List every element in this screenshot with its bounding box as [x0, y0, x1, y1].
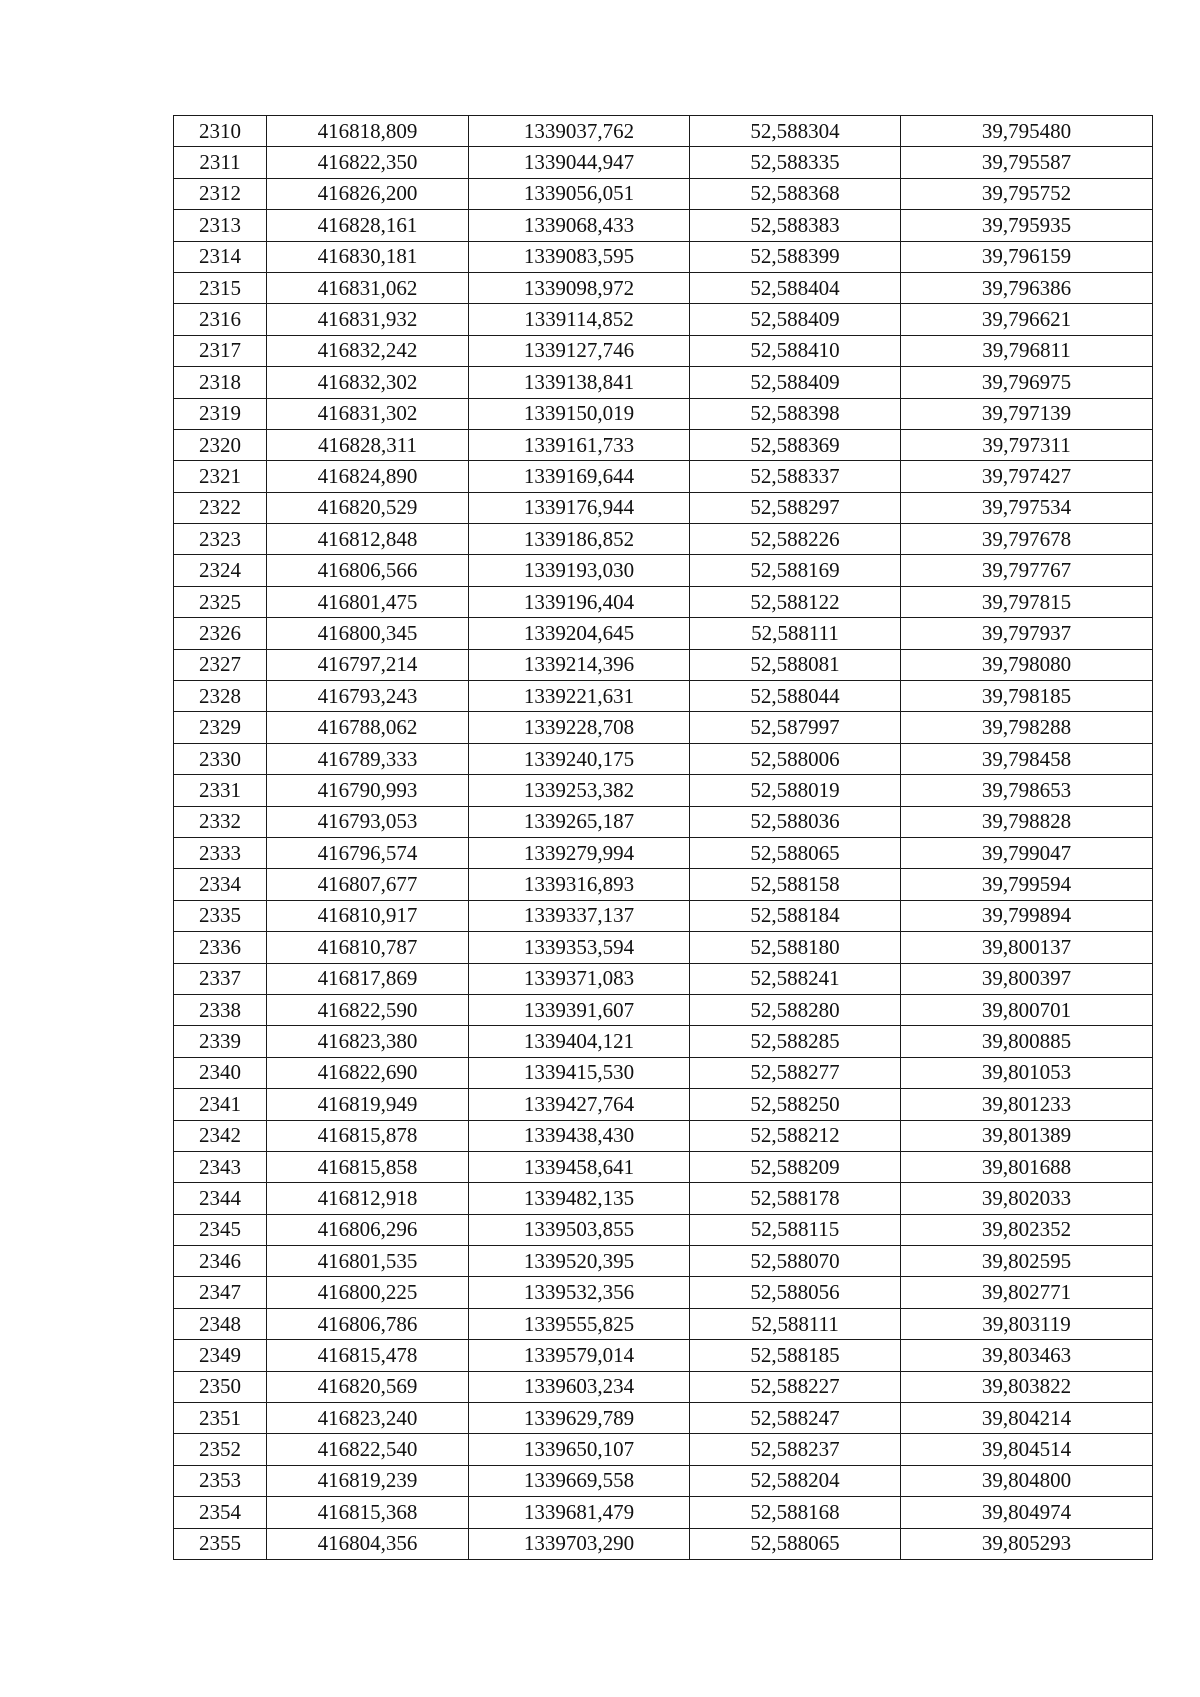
point-number-cell: 2328 [174, 681, 267, 712]
point-number-cell: 2330 [174, 743, 267, 774]
longitude-cell: 39,797311 [901, 429, 1153, 460]
x-coordinate-cell: 416801,535 [267, 1246, 469, 1277]
table-row [174, 649, 1153, 680]
table-row [174, 1246, 1153, 1277]
x-coordinate-cell: 416822,350 [267, 147, 469, 178]
latitude-cell: 52,588204 [690, 1465, 901, 1496]
table-row [174, 743, 1153, 774]
y-coordinate-cell: 1339037,762 [469, 116, 690, 147]
longitude-cell: 39,802033 [901, 1183, 1153, 1214]
longitude-cell: 39,804214 [901, 1403, 1153, 1434]
longitude-cell: 39,800137 [901, 932, 1153, 963]
y-coordinate-cell: 1339169,644 [469, 461, 690, 492]
latitude-cell: 52,588209 [690, 1151, 901, 1182]
x-coordinate-cell: 416800,345 [267, 618, 469, 649]
x-coordinate-cell: 416804,356 [267, 1528, 469, 1559]
longitude-cell: 39,803463 [901, 1340, 1153, 1371]
point-number-cell: 2354 [174, 1497, 267, 1528]
latitude-cell: 52,588111 [690, 1308, 901, 1339]
y-coordinate-cell: 1339482,135 [469, 1183, 690, 1214]
x-coordinate-cell: 416824,890 [267, 461, 469, 492]
longitude-cell: 39,798653 [901, 775, 1153, 806]
point-number-cell: 2337 [174, 963, 267, 994]
longitude-cell: 39,800701 [901, 994, 1153, 1025]
longitude-cell: 39,801389 [901, 1120, 1153, 1151]
point-number-cell: 2344 [174, 1183, 267, 1214]
longitude-cell: 39,795935 [901, 210, 1153, 241]
point-number-cell: 2346 [174, 1246, 267, 1277]
y-coordinate-cell: 1339337,137 [469, 900, 690, 931]
longitude-cell: 39,796159 [901, 241, 1153, 272]
longitude-cell: 39,796975 [901, 367, 1153, 398]
table-row [174, 618, 1153, 649]
y-coordinate-cell: 1339138,841 [469, 367, 690, 398]
latitude-cell: 52,588180 [690, 932, 901, 963]
latitude-cell: 52,588122 [690, 586, 901, 617]
table-row [174, 461, 1153, 492]
table-row [174, 304, 1153, 335]
latitude-cell: 52,588247 [690, 1403, 901, 1434]
x-coordinate-cell: 416823,380 [267, 1026, 469, 1057]
coordinates-table [173, 115, 1153, 1560]
table-row [174, 1371, 1153, 1402]
longitude-cell: 39,803119 [901, 1308, 1153, 1339]
x-coordinate-cell: 416831,062 [267, 272, 469, 303]
y-coordinate-cell: 1339193,030 [469, 555, 690, 586]
point-number-cell: 2310 [174, 116, 267, 147]
x-coordinate-cell: 416796,574 [267, 837, 469, 868]
latitude-cell: 52,588184 [690, 900, 901, 931]
longitude-cell: 39,796811 [901, 335, 1153, 366]
table-row [174, 241, 1153, 272]
latitude-cell: 52,588409 [690, 367, 901, 398]
x-coordinate-cell: 416806,296 [267, 1214, 469, 1245]
table-row [174, 900, 1153, 931]
y-coordinate-cell: 1339404,121 [469, 1026, 690, 1057]
y-coordinate-cell: 1339316,893 [469, 869, 690, 900]
x-coordinate-cell: 416800,225 [267, 1277, 469, 1308]
table-row [174, 1183, 1153, 1214]
point-number-cell: 2323 [174, 524, 267, 555]
table-row [174, 1277, 1153, 1308]
latitude-cell: 52,587997 [690, 712, 901, 743]
point-number-cell: 2334 [174, 869, 267, 900]
x-coordinate-cell: 416819,239 [267, 1465, 469, 1496]
point-number-cell: 2320 [174, 429, 267, 460]
point-number-cell: 2345 [174, 1214, 267, 1245]
latitude-cell: 52,588277 [690, 1057, 901, 1088]
y-coordinate-cell: 1339703,290 [469, 1528, 690, 1559]
table-row [174, 1026, 1153, 1057]
table-row [174, 429, 1153, 460]
point-number-cell: 2340 [174, 1057, 267, 1088]
latitude-cell: 52,588056 [690, 1277, 901, 1308]
table-row [174, 1340, 1153, 1371]
longitude-cell: 39,799894 [901, 900, 1153, 931]
y-coordinate-cell: 1339265,187 [469, 806, 690, 837]
y-coordinate-cell: 1339196,404 [469, 586, 690, 617]
latitude-cell: 52,588337 [690, 461, 901, 492]
table-row [174, 932, 1153, 963]
table-row [174, 1151, 1153, 1182]
latitude-cell: 52,588158 [690, 869, 901, 900]
latitude-cell: 52,588169 [690, 555, 901, 586]
y-coordinate-cell: 1339114,852 [469, 304, 690, 335]
latitude-cell: 52,588044 [690, 681, 901, 712]
x-coordinate-cell: 416797,214 [267, 649, 469, 680]
table-row [174, 775, 1153, 806]
table-row [174, 586, 1153, 617]
y-coordinate-cell: 1339603,234 [469, 1371, 690, 1402]
point-number-cell: 2332 [174, 806, 267, 837]
table-row [174, 272, 1153, 303]
point-number-cell: 2347 [174, 1277, 267, 1308]
latitude-cell: 52,588304 [690, 116, 901, 147]
x-coordinate-cell: 416820,529 [267, 492, 469, 523]
table-row [174, 398, 1153, 429]
table-row [174, 116, 1153, 147]
point-number-cell: 2355 [174, 1528, 267, 1559]
x-coordinate-cell: 416823,240 [267, 1403, 469, 1434]
longitude-cell: 39,802595 [901, 1246, 1153, 1277]
x-coordinate-cell: 416819,949 [267, 1089, 469, 1120]
longitude-cell: 39,804514 [901, 1434, 1153, 1465]
longitude-cell: 39,797937 [901, 618, 1153, 649]
longitude-cell: 39,801688 [901, 1151, 1153, 1182]
y-coordinate-cell: 1339279,994 [469, 837, 690, 868]
y-coordinate-cell: 1339532,356 [469, 1277, 690, 1308]
table-row [174, 1120, 1153, 1151]
latitude-cell: 52,588369 [690, 429, 901, 460]
latitude-cell: 52,588019 [690, 775, 901, 806]
y-coordinate-cell: 1339056,051 [469, 178, 690, 209]
point-number-cell: 2318 [174, 367, 267, 398]
y-coordinate-cell: 1339415,530 [469, 1057, 690, 1088]
point-number-cell: 2319 [174, 398, 267, 429]
table-row [174, 806, 1153, 837]
x-coordinate-cell: 416815,858 [267, 1151, 469, 1182]
y-coordinate-cell: 1339520,395 [469, 1246, 690, 1277]
table-row [174, 712, 1153, 743]
longitude-cell: 39,804974 [901, 1497, 1153, 1528]
point-number-cell: 2343 [174, 1151, 267, 1182]
x-coordinate-cell: 416815,878 [267, 1120, 469, 1151]
x-coordinate-cell: 416832,302 [267, 367, 469, 398]
coordinates-table-body [174, 116, 1153, 1560]
latitude-cell: 52,588111 [690, 618, 901, 649]
latitude-cell: 52,588280 [690, 994, 901, 1025]
y-coordinate-cell: 1339391,607 [469, 994, 690, 1025]
x-coordinate-cell: 416793,243 [267, 681, 469, 712]
point-number-cell: 2326 [174, 618, 267, 649]
x-coordinate-cell: 416810,917 [267, 900, 469, 931]
longitude-cell: 39,795752 [901, 178, 1153, 209]
x-coordinate-cell: 416790,993 [267, 775, 469, 806]
latitude-cell: 52,588065 [690, 837, 901, 868]
y-coordinate-cell: 1339555,825 [469, 1308, 690, 1339]
latitude-cell: 52,588399 [690, 241, 901, 272]
longitude-cell: 39,798080 [901, 649, 1153, 680]
x-coordinate-cell: 416822,540 [267, 1434, 469, 1465]
y-coordinate-cell: 1339503,855 [469, 1214, 690, 1245]
longitude-cell: 39,801233 [901, 1089, 1153, 1120]
longitude-cell: 39,804800 [901, 1465, 1153, 1496]
x-coordinate-cell: 416830,181 [267, 241, 469, 272]
longitude-cell: 39,802771 [901, 1277, 1153, 1308]
table-row [174, 994, 1153, 1025]
table-row [174, 335, 1153, 366]
y-coordinate-cell: 1339221,631 [469, 681, 690, 712]
latitude-cell: 52,588036 [690, 806, 901, 837]
x-coordinate-cell: 416815,478 [267, 1340, 469, 1371]
longitude-cell: 39,800885 [901, 1026, 1153, 1057]
latitude-cell: 52,588115 [690, 1214, 901, 1245]
table-row [174, 1089, 1153, 1120]
longitude-cell: 39,799594 [901, 869, 1153, 900]
point-number-cell: 2336 [174, 932, 267, 963]
y-coordinate-cell: 1339186,852 [469, 524, 690, 555]
y-coordinate-cell: 1339204,645 [469, 618, 690, 649]
longitude-cell: 39,795587 [901, 147, 1153, 178]
y-coordinate-cell: 1339176,944 [469, 492, 690, 523]
longitude-cell: 39,805293 [901, 1528, 1153, 1559]
latitude-cell: 52,588250 [690, 1089, 901, 1120]
latitude-cell: 52,588212 [690, 1120, 901, 1151]
point-number-cell: 2321 [174, 461, 267, 492]
table-row [174, 1465, 1153, 1496]
latitude-cell: 52,588404 [690, 272, 901, 303]
latitude-cell: 52,588168 [690, 1497, 901, 1528]
point-number-cell: 2341 [174, 1089, 267, 1120]
point-number-cell: 2311 [174, 147, 267, 178]
x-coordinate-cell: 416831,932 [267, 304, 469, 335]
point-number-cell: 2324 [174, 555, 267, 586]
latitude-cell: 52,588185 [690, 1340, 901, 1371]
point-number-cell: 2316 [174, 304, 267, 335]
y-coordinate-cell: 1339253,382 [469, 775, 690, 806]
point-number-cell: 2325 [174, 586, 267, 617]
latitude-cell: 52,588285 [690, 1026, 901, 1057]
table-row [174, 869, 1153, 900]
point-number-cell: 2314 [174, 241, 267, 272]
longitude-cell: 39,802352 [901, 1214, 1153, 1245]
y-coordinate-cell: 1339371,083 [469, 963, 690, 994]
y-coordinate-cell: 1339629,789 [469, 1403, 690, 1434]
longitude-cell: 39,798185 [901, 681, 1153, 712]
y-coordinate-cell: 1339650,107 [469, 1434, 690, 1465]
table-row [174, 681, 1153, 712]
longitude-cell: 39,796386 [901, 272, 1153, 303]
y-coordinate-cell: 1339127,746 [469, 335, 690, 366]
longitude-cell: 39,797534 [901, 492, 1153, 523]
x-coordinate-cell: 416807,677 [267, 869, 469, 900]
x-coordinate-cell: 416826,200 [267, 178, 469, 209]
latitude-cell: 52,588178 [690, 1183, 901, 1214]
y-coordinate-cell: 1339353,594 [469, 932, 690, 963]
longitude-cell: 39,798828 [901, 806, 1153, 837]
point-number-cell: 2353 [174, 1465, 267, 1496]
latitude-cell: 52,588081 [690, 649, 901, 680]
y-coordinate-cell: 1339228,708 [469, 712, 690, 743]
x-coordinate-cell: 416789,333 [267, 743, 469, 774]
longitude-cell: 39,797678 [901, 524, 1153, 555]
table-row [174, 210, 1153, 241]
y-coordinate-cell: 1339161,733 [469, 429, 690, 460]
latitude-cell: 52,588065 [690, 1528, 901, 1559]
latitude-cell: 52,588241 [690, 963, 901, 994]
point-number-cell: 2349 [174, 1340, 267, 1371]
latitude-cell: 52,588410 [690, 335, 901, 366]
longitude-cell: 39,803822 [901, 1371, 1153, 1402]
latitude-cell: 52,588237 [690, 1434, 901, 1465]
y-coordinate-cell: 1339681,479 [469, 1497, 690, 1528]
x-coordinate-cell: 416832,242 [267, 335, 469, 366]
point-number-cell: 2329 [174, 712, 267, 743]
table-row [174, 367, 1153, 398]
y-coordinate-cell: 1339068,433 [469, 210, 690, 241]
y-coordinate-cell: 1339427,764 [469, 1089, 690, 1120]
x-coordinate-cell: 416801,475 [267, 586, 469, 617]
latitude-cell: 52,588368 [690, 178, 901, 209]
y-coordinate-cell: 1339240,175 [469, 743, 690, 774]
x-coordinate-cell: 416815,368 [267, 1497, 469, 1528]
point-number-cell: 2315 [174, 272, 267, 303]
table-row [174, 178, 1153, 209]
y-coordinate-cell: 1339579,014 [469, 1340, 690, 1371]
point-number-cell: 2327 [174, 649, 267, 680]
y-coordinate-cell: 1339669,558 [469, 1465, 690, 1496]
longitude-cell: 39,795480 [901, 116, 1153, 147]
x-coordinate-cell: 416820,569 [267, 1371, 469, 1402]
x-coordinate-cell: 416828,311 [267, 429, 469, 460]
latitude-cell: 52,588398 [690, 398, 901, 429]
point-number-cell: 2317 [174, 335, 267, 366]
table-row [174, 1434, 1153, 1465]
y-coordinate-cell: 1339150,019 [469, 398, 690, 429]
table-row [174, 1528, 1153, 1559]
point-number-cell: 2312 [174, 178, 267, 209]
point-number-cell: 2322 [174, 492, 267, 523]
x-coordinate-cell: 416822,690 [267, 1057, 469, 1088]
latitude-cell: 52,588383 [690, 210, 901, 241]
y-coordinate-cell: 1339438,430 [469, 1120, 690, 1151]
table-row [174, 147, 1153, 178]
point-number-cell: 2350 [174, 1371, 267, 1402]
table-row [174, 837, 1153, 868]
table-row [174, 1308, 1153, 1339]
point-number-cell: 2333 [174, 837, 267, 868]
latitude-cell: 52,588227 [690, 1371, 901, 1402]
longitude-cell: 39,797427 [901, 461, 1153, 492]
table-row [174, 1057, 1153, 1088]
longitude-cell: 39,798458 [901, 743, 1153, 774]
point-number-cell: 2313 [174, 210, 267, 241]
x-coordinate-cell: 416817,869 [267, 963, 469, 994]
point-number-cell: 2338 [174, 994, 267, 1025]
point-number-cell: 2348 [174, 1308, 267, 1339]
longitude-cell: 39,798288 [901, 712, 1153, 743]
latitude-cell: 52,588409 [690, 304, 901, 335]
x-coordinate-cell: 416806,786 [267, 1308, 469, 1339]
x-coordinate-cell: 416793,053 [267, 806, 469, 837]
x-coordinate-cell: 416788,062 [267, 712, 469, 743]
longitude-cell: 39,800397 [901, 963, 1153, 994]
x-coordinate-cell: 416806,566 [267, 555, 469, 586]
x-coordinate-cell: 416828,161 [267, 210, 469, 241]
latitude-cell: 52,588335 [690, 147, 901, 178]
longitude-cell: 39,799047 [901, 837, 1153, 868]
table-row [174, 524, 1153, 555]
x-coordinate-cell: 416831,302 [267, 398, 469, 429]
y-coordinate-cell: 1339098,972 [469, 272, 690, 303]
table-row [174, 492, 1153, 523]
point-number-cell: 2342 [174, 1120, 267, 1151]
y-coordinate-cell: 1339044,947 [469, 147, 690, 178]
y-coordinate-cell: 1339083,595 [469, 241, 690, 272]
table-row [174, 963, 1153, 994]
x-coordinate-cell: 416810,787 [267, 932, 469, 963]
point-number-cell: 2352 [174, 1434, 267, 1465]
point-number-cell: 2335 [174, 900, 267, 931]
longitude-cell: 39,796621 [901, 304, 1153, 335]
longitude-cell: 39,801053 [901, 1057, 1153, 1088]
y-coordinate-cell: 1339458,641 [469, 1151, 690, 1182]
latitude-cell: 52,588226 [690, 524, 901, 555]
point-number-cell: 2351 [174, 1403, 267, 1434]
point-number-cell: 2339 [174, 1026, 267, 1057]
x-coordinate-cell: 416818,809 [267, 116, 469, 147]
latitude-cell: 52,588297 [690, 492, 901, 523]
y-coordinate-cell: 1339214,396 [469, 649, 690, 680]
point-number-cell: 2331 [174, 775, 267, 806]
x-coordinate-cell: 416822,590 [267, 994, 469, 1025]
x-coordinate-cell: 416812,848 [267, 524, 469, 555]
table-row [174, 555, 1153, 586]
longitude-cell: 39,797815 [901, 586, 1153, 617]
latitude-cell: 52,588006 [690, 743, 901, 774]
longitude-cell: 39,797139 [901, 398, 1153, 429]
longitude-cell: 39,797767 [901, 555, 1153, 586]
x-coordinate-cell: 416812,918 [267, 1183, 469, 1214]
latitude-cell: 52,588070 [690, 1246, 901, 1277]
table-row [174, 1214, 1153, 1245]
table-row [174, 1497, 1153, 1528]
table-row [174, 1403, 1153, 1434]
